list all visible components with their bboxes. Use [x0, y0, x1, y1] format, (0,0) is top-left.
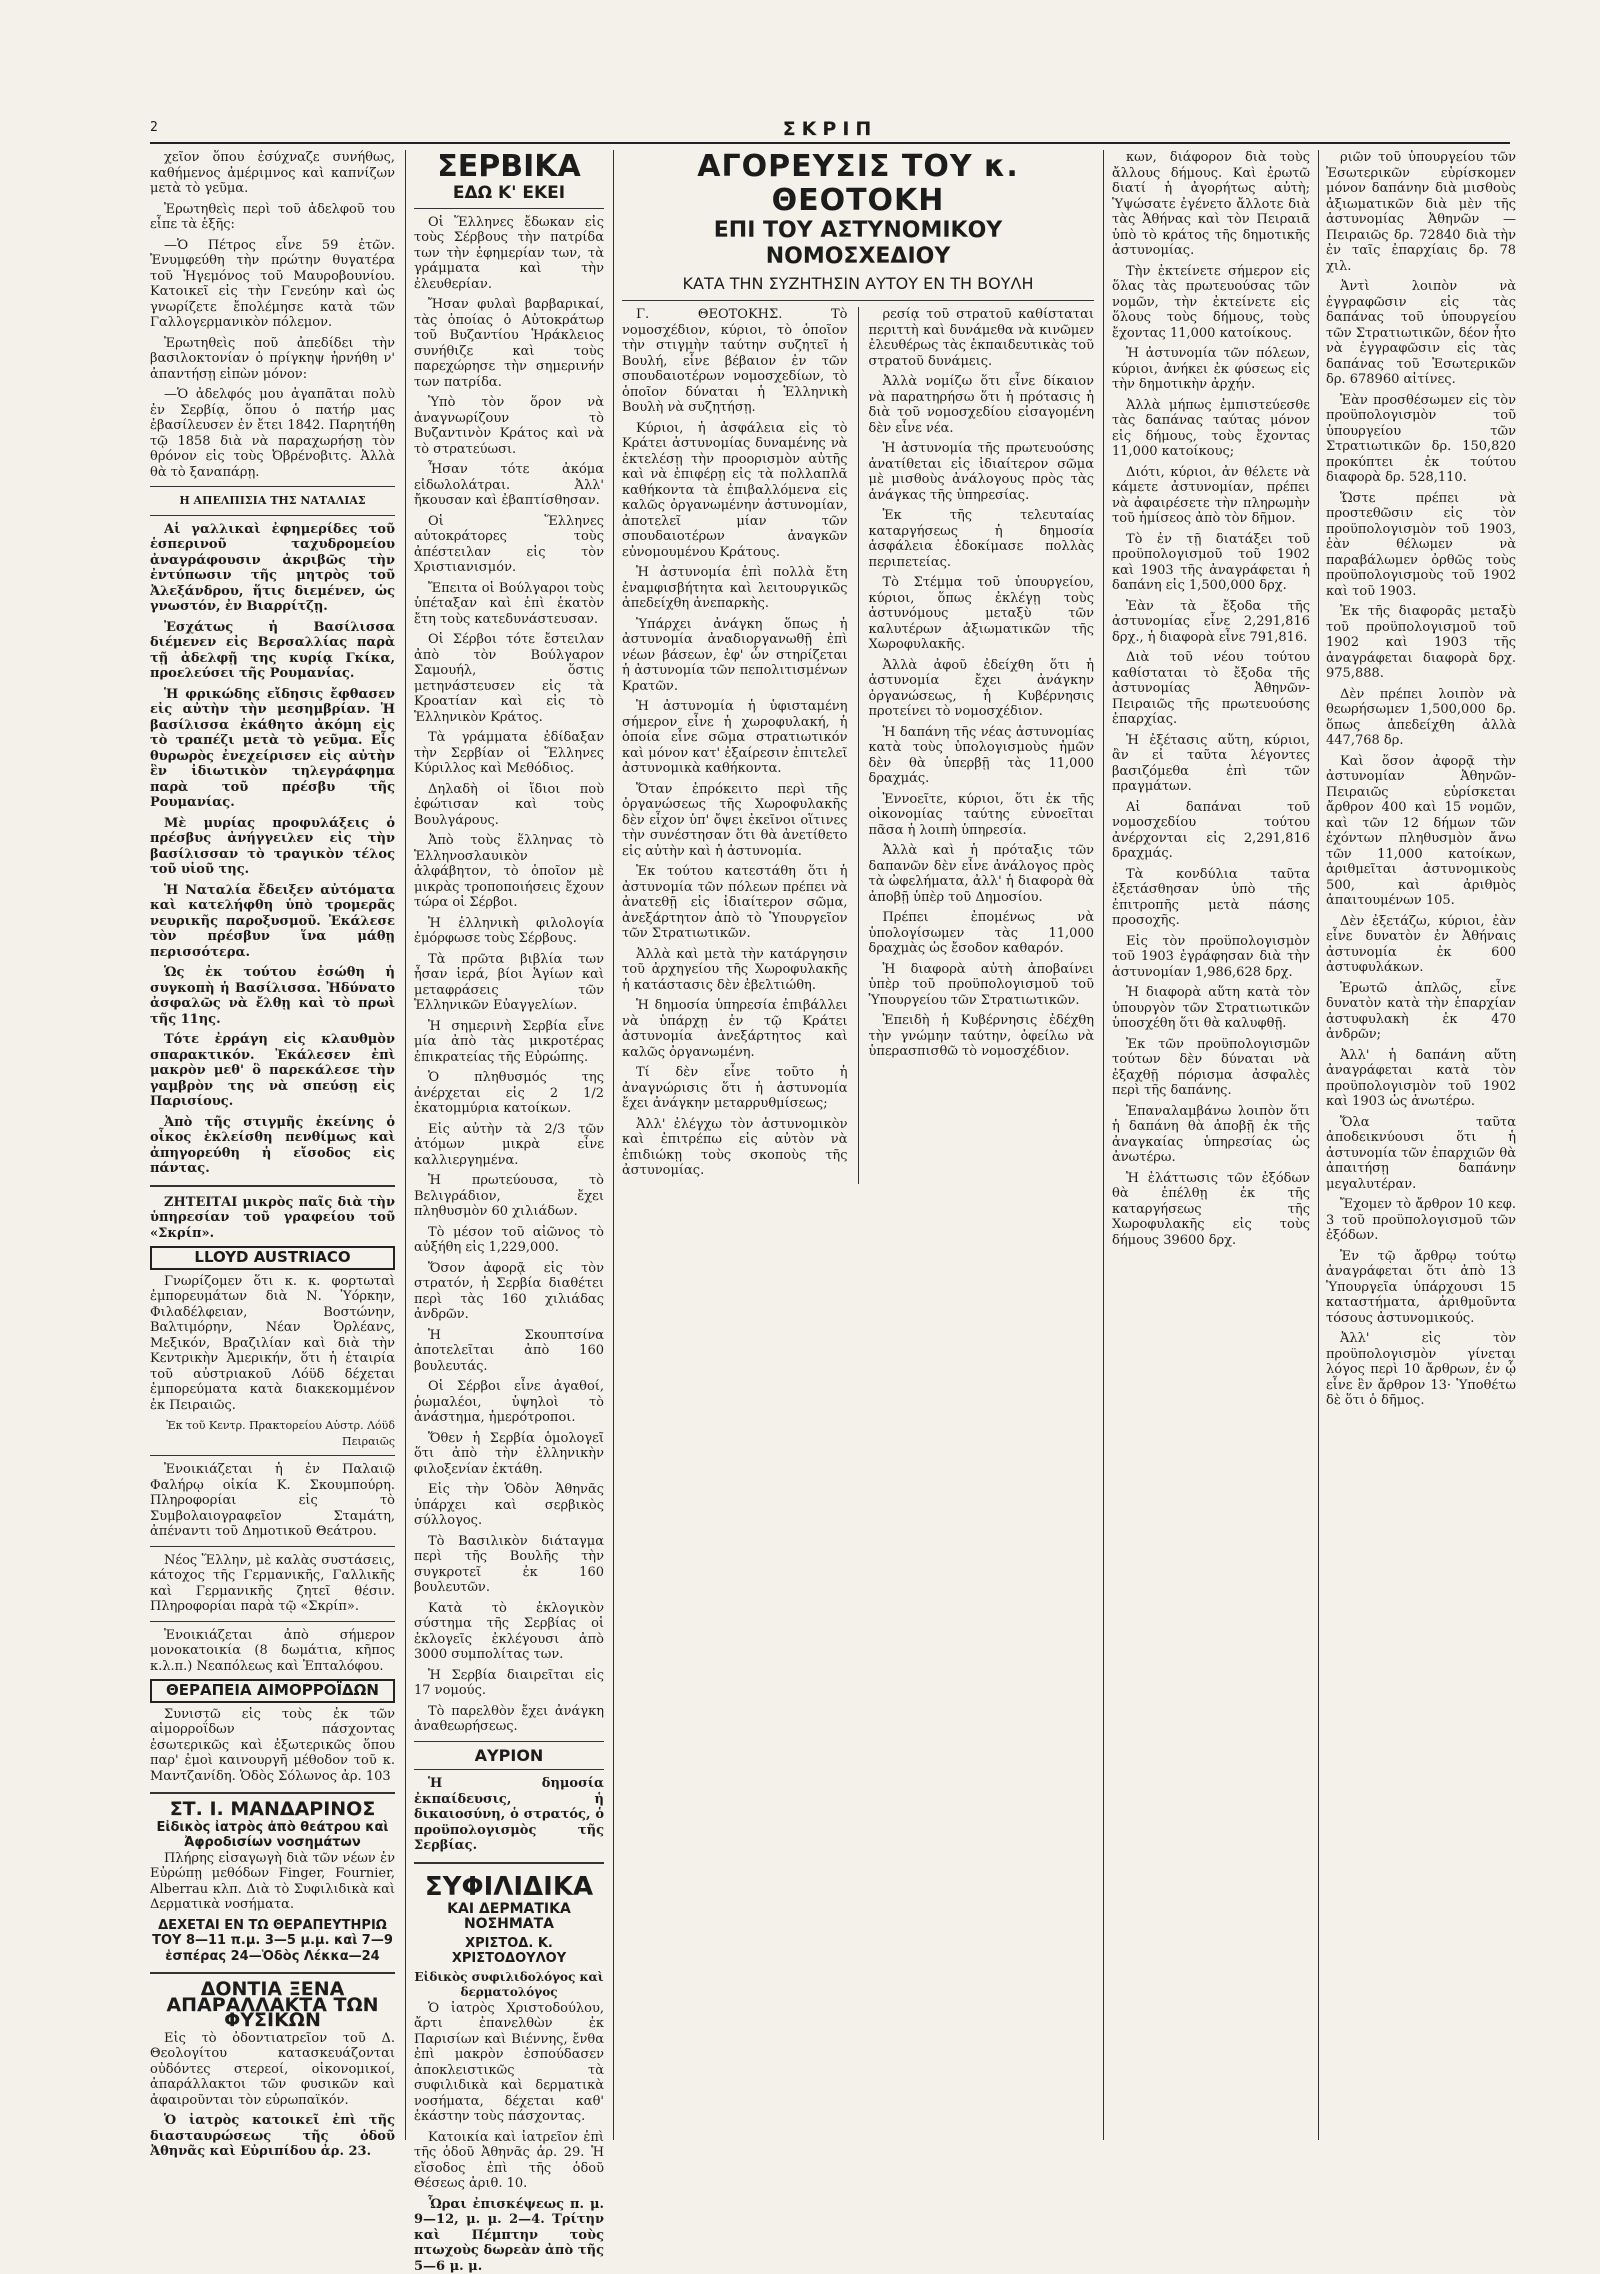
article-paragraph: Δὲν πρέπει λοιπὸν νὰ θεωρήσωμεν 1,500,000 δρ. ὅπως ἀπεδείχθη ἀλλὰ 447,768 δρ.: [1326, 687, 1516, 749]
divider: [622, 300, 1094, 301]
article-paragraph: Ἐπαναλαμβάνω λοιπὸν ὅτι ἡ δαπάνη θὰ ἀποβῇ ἐκ τῆς ἀναγκαίας ὑπηρεσίας ὡς ἀνωτέρω.: [1112, 1104, 1310, 1166]
divider: [150, 1185, 395, 1187]
article-paragraph: Ἀλλ' εἰς τὸν προϋπολογισμὸν γίνεται λόγος περὶ 10 ἄρθρων, ἐν ᾧ εἶνε ἓν ἄρθρον 13· Ὑποθέτω δὲ ὅτι ὁ δῆμος.: [1326, 1331, 1516, 1409]
article-paragraph: Ἐὰν τὰ ἔξοδα τῆς ἀστυνομίας εἶνε 2,291,816 δρχ., ἡ διαφορὰ εἶνε 791,816.: [1112, 599, 1310, 646]
article-paragraph: Τί δὲν εἶνε τοῦτο ἡ ἀναγνώρισις ὅτι ἡ ἀστυνομία ἔχει ἀνάγκην μεταρρυθμίσεως;: [622, 1065, 848, 1112]
article-paragraph: Ὥστε πρέπει νὰ προστεθῶσιν εἰς τὸν προϋπολογισμὸν τοῦ 1903, ἐὰν θέλωμεν νὰ παραβάλωμεν ὀρθῶς τοὺς προϋπολογισμοὺς τοῦ 1902 καὶ τοῦ 1903.: [1326, 491, 1516, 600]
article-paragraph: Ἔπειτα οἱ Βούλγαροι τοὺς ὑπέταξαν καὶ ἐπὶ ἑκατὸν ἔτη τοὺς κατεδυνάστευσαν.: [414, 581, 604, 628]
article-paragraph: Καὶ ὅσον ἀφορᾷ τὴν ἀστυνομίαν Ἀθηνῶν-Πειραιῶς εὑρίσκεται ἄρθρον 400 καὶ 15 νομῶν, καὶ τῶν 12 δήμων τῶν ἐχόντων πληθυσμὸν ἄνω τῶν 11,000 κατοίκων, ἀριθμεῖται ἀστυνομικοὺς 500, καὶ ἀριθμὸς ἀπαιτουμένων 105.: [1326, 754, 1516, 909]
classified-ad: Ἐνοικιάζεται ἡ ἐν Παλαιῷ Φαλήρῳ οἰκία Κ. Σκουμπούρη. Πληροφορίαι εἰς τὸ Συμβολαιογραφεῖον Σταμάτη, ἀπέναντι τοῦ Δημοτικοῦ Θεάτρου.: [150, 1462, 395, 1540]
article-paragraph: Μὲ μυρίας προφυλάξεις ὁ πρέσβυς ἀνήγγειλεν εἰς τὴν βασίλισσαν τὸ τραγικὸν τέλος τοῦ υἱοῦ της.: [150, 816, 395, 878]
article-paragraph: Ἐκ τῆς διαφορᾶς μεταξὺ τοῦ προϋπολογισμοῦ τοῦ 1902 καὶ 1903 τῆς ἀναγράφεται διαφορὰ δρχ. 975,888.: [1326, 604, 1516, 682]
ad-text: Ὁ ἰατρὸς Χριστοδούλου, ἄρτι ἐπανελθὼν ἐκ Παρισίων καὶ Βιέννης, ἔνθα ἐπὶ μακρὸν ἐσπούδασεν ἀποκλειστικῶς τὰ συφιλιδικὰ καὶ δερματικὰ νοσήματα, δέχεται καθ' ἑκάστην τοὺς πάσχοντας.: [414, 2001, 604, 2125]
masthead: [150, 118, 1510, 144]
article-paragraph: Ἡ σημερινὴ Σερβία εἶνε μία ἀπὸ τὰς μικροτέρας ἐπικρατείας τῆς Εὐρώπης.: [414, 1019, 604, 1066]
article-paragraph: Οἱ Ἕλληνες αὐτοκράτορες τοὺς ἀπέστειλαν εἰς τὸν Χριστιανισμόν.: [414, 514, 604, 576]
newspaper-name: ΣΚΡΙΠ: [150, 118, 1510, 140]
ad-hours: Ὧραι ἐπισκέψεως π. μ. 9—12, μ. μ. 2—4. Τρίτην καὶ Πέμπτην τοὺς πτωχοὺς δωρεὰν ἀπὸ τῆς 5—6 μ. μ.: [414, 2197, 604, 2274]
article-paragraph: Οἱ Ἕλληνες ἔδωκαν εἰς τοὺς Σέρβους τὴν πατρίδα των τὴν ἐφημερίαν των, τὰ γράμματα καὶ τὴν ἐλευθερίαν.: [414, 215, 604, 293]
column-rule: [1318, 150, 1319, 2140]
column-rule: [613, 150, 614, 2140]
ad-signature: Ἐκ τοῦ Κεντρ. Πρακτορείου Αὐστρ. Λόϋδ Πειραιῶς: [150, 1418, 395, 1449]
column-3: [622, 150, 1094, 2140]
article-paragraph: Ἀλλὰ νομίζω ὅτι εἶνε δίκαιον νὰ παρατηρήσω ὅτι ἡ πρότασις ἡ διὰ τοῦ νομοσχεδίου εἰσαγομένη δὲν εἶνε νέα.: [869, 374, 1095, 436]
ad-address: Κατοικία καὶ ἰατρεῖον ἐπὶ τῆς ὁδοῦ Ἀθηνᾶς ἀρ. 29. Ἡ εἴσοδος ἐπὶ τῆς ὁδοῦ Θέσεως ἀριθ. 10.: [414, 2130, 604, 2192]
article-paragraph: Ἡ ἐξέτασις αὕτη, κύριοι, ἂν εἰ ταῦτα λέγοντες βασιζόμεθα ἐπὶ τῶν πραγμάτων.: [1112, 733, 1310, 795]
article-paragraph: Ἡ ἑλληνικὴ φιλολογία ἐμόρφωσε τοὺς Σέρβους.: [414, 916, 604, 947]
ad-subheading: ΚΑΙ ΔΕΡΜΑΤΙΚΑ ΝΟΣΗΜΑΤΑ: [414, 1902, 604, 1933]
article-paragraph: Τὰ γράμματα ἐδίδαξαν τὴν Σερβίαν οἱ Ἕλληνες Κύριλλος καὶ Μεθόδιος.: [414, 730, 604, 777]
ad-text: Συνιστῶ εἰς τοὺς ἐκ τῶν αἱμορροΐδων πάσχοντας ἐσωτερικῶς καὶ ἐξωτερικῶς ὅπου παρ' ἐμοὶ καινουργῆ μέθοδον τοῦ κ. Μαντζανίδη. Ὁδὸς Σόλωνος ἀρ. 103: [150, 1707, 395, 1785]
article-paragraph: Ἡ διαφορὰ αὕτη κατὰ τὸν ὑπουργὸν τῶν Στρατιωτικῶν ὑποσχέθη ὅτι θὰ καλυφθῇ.: [1112, 985, 1310, 1032]
article-paragraph: Ἡ δημοσία ὑπηρεσία ἐπιβάλλει νὰ ὑπάρχῃ ἐν τῷ Κράτει ἀστυνομία ἀνεξάρτητος καὶ καλῶς ὀργανωμένη.: [622, 998, 848, 1060]
column-2: [414, 150, 604, 2140]
section-subtitle: ΕΔΩ Κ' ΕΚΕΙ: [414, 186, 604, 202]
article-paragraph: Ἐννοεῖτε, κύριοι, ὅτι ἐκ τῆς οἰκονομίας ταύτης εὐνοεῖται πᾶσα ἡ λοιπὴ ὑπηρεσία.: [869, 792, 1095, 839]
article-paragraph: χεῖον ὅπου ἐσύχναζε συνήθως, καθήμενος ἀμέριμνος καὶ καπνίζων μετὰ τὸ γεῦμα.: [150, 150, 395, 197]
article-paragraph: Ἐπειδὴ ἡ Κυβέρνησις ἐδέχθη τὴν γνώμην ταύτην, ὀφείλω νὰ ὑπερασπισθῶ τὸ νομοσχέδιον.: [869, 1013, 1095, 1060]
headline-secondary: ΕΠΙ ΤΟΥ ΑΣΤΥΝΟΜΙΚΟΥ ΝΟΜΟΣΧΕΔΙΟΥ: [622, 218, 1094, 270]
divider: [150, 1546, 395, 1547]
ad-text: Πλήρης εἰσαγωγὴ διὰ τῶν νέων ἐν Εὐρώπῃ μεθόδων Finger, Fournier, Alberrau κλπ. Διὰ τὸ Συφιλιδικὰ καὶ Δερματικὰ νοσήματα.: [150, 1851, 395, 1913]
article-paragraph: κων, διάφορον διὰ τοὺς ἄλλους δήμους. Καὶ ἐρωτῶ διατί ἡ ἀγορήτως αὐτὴ; Ὑψώσατε ἐγένετο ἄλλοτε διὰ τὰς Ἀθήνας καὶ τὸν Πειραιᾶ ὑπὸ τὸ κράτος τῆς δημοτικῆς ἀστυνομίας.: [1112, 150, 1310, 259]
article-paragraph: Ἡ Σερβία διαιρεῖται εἰς 17 νομούς.: [414, 1668, 604, 1699]
article-paragraph: Ἐν τῷ ἄρθρῳ τούτῳ ἀναγράφεται ὅτι ἀπὸ 13 Ὑπουργεῖα ὑπάρχουσι 15 καταστήματα, ἀριθμοῦντα τόσους ἀστυνομικούς.: [1326, 1249, 1516, 1327]
column-rule: [1103, 150, 1104, 2140]
article-paragraph: Δὲν ἐξετάζω, κύριοι, ἐὰν εἶνε δυνατὸν ἐν Ἀθήναις ἀστυνομία ἐκ 600 ἀστυφυλάκων.: [1326, 914, 1516, 976]
section-title: ΣΕΡΒΙΚΑ: [414, 150, 604, 184]
article-paragraph: Ἐκ τῶν προϋπολογισμῶν τούτων δὲν δύναται νὰ ἐξαχθῇ πόρισμα ἀσφαλὲς περὶ τῆς δαπάνης.: [1112, 1037, 1310, 1099]
divider: [150, 486, 395, 487]
ad-hours: ΔΕΧΕΤΑΙ ΕΝ ΤΩ ΘΕΡΑΠΕΥΤΗΡΙΩ ΤΟΥ 8—11 π.μ. 3—5 μ.μ. καὶ 7—9 ἑσπέρας 24—Ὁδὸς Λέκκα—24: [150, 1918, 395, 1965]
page-number: 2: [150, 120, 158, 135]
section-heading: Η ΑΠΕΛΠΙΣΙΑ ΤΗΣ ΝΑΤΑΛΙΑΣ: [150, 493, 395, 509]
ad-text: Εἰς τὸ ὀδοντιατρεῖον τοῦ Δ. Θεολογίτου κατασκευάζονται οὐδόντες στερεοί, οἰκονομικοί, ἀπαράλλακτοι τῶν φυσικῶν καὶ ἀφαιροῦνται τὸν εὐρωπαϊκόν.: [150, 2031, 395, 2109]
article-paragraph: Τὴν ἐκτείνετε σήμερον εἰς ὅλας τὰς πρωτευούσας τῶν νομῶν, τὴν ἐκτείνετε εἰς ὅλους τοὺς δήμους, τοὺς ἔχοντας 11,000 κατοίκους.: [1112, 264, 1310, 342]
article-paragraph: Ὡς ἐκ τούτου ἐσώθη ἡ συγκοπὴ ἡ Βασίλισσα. Ἠδύνατο ἀσφαλῶς νὰ ἔλθῃ καὶ τὸ πρωὶ τῆς 11ης.: [150, 965, 395, 1027]
article-paragraph: Ἡ δημοσία ἐκπαίδευσις, ἡ δικαιοσύνη, ὁ στρατός, ὁ προϋπολογισμὸς τῆς Σερβίας.: [414, 1776, 604, 1854]
article-paragraph: Ἡ πρωτεύουσα, τὸ Βελιγράδιον, ἔχει πληθυσμὸν 60 χιλιάδων.: [414, 1173, 604, 1220]
divider: [150, 1972, 395, 1974]
article-paragraph: Ἐκ τῆς τελευταίας καταργήσεως ἡ δημοσία ἀσφάλεια ἐδοκίμασε πολλὰς περιπετείας.: [869, 508, 1095, 570]
article-paragraph: Αἱ δαπάναι τοῦ νομοσχεδίου τούτου ἀνέρχονται εἰς 2,291,816 δραχμάς.: [1112, 800, 1310, 862]
article-paragraph: Ἐρωτῶ ἀπλῶς, εἶνε δυνατὸν κατὰ τὴν ἐπαρχίαν ἀστυφυλακὴ ἐκ 470 ἀνδρῶν;: [1326, 981, 1516, 1043]
article-paragraph: Ὅθεν ἡ Σερβία ὁμολογεῖ ὅτι ἀπὸ τὴν ἐλληνικὴν φιλοξενίαν ἐκτάθη.: [414, 1431, 604, 1478]
article-paragraph: Κύριοι, ἡ ἀσφάλεια εἰς τὸ Κράτει ἀστυνομίας δυναμένης νὰ ἐκτελέσῃ τὴν προορισμὸν αὐτῆς καὶ νὰ ἐπιφέρῃ εἰς τὰ πολλαπλᾶ καθήκοντα τὰ ἐπιβαλλόμενα εἰς καλῶς ὀργανωμένην ἀστυνομίαν, ἀποτελεῖ μίαν τῶν σπουδαιοτέρων ἀναγκῶν εὐνομουμένου Κράτους.: [622, 421, 848, 561]
article-paragraph: Ἡ Ναταλία ἔδειξεν αὐτόματα καὶ κατελήφθη ὑπὸ τρομερᾶς νευρικῆς παροξυσμοῦ. Ἐκάλεσε τὸν πρέσβυν ἵνα μάθῃ περισσότερα.: [150, 883, 395, 961]
column-5: [1326, 150, 1516, 2140]
article-paragraph: Τὸ παρελθὸν ἔχει ἀνάγκη ἀναθεωρήσεως.: [414, 1704, 604, 1735]
article-paragraph: Τὰ πρῶτα βιβλία των ἦσαν ἱερά, βίοι Ἁγίων καὶ μεταφράσεις τῶν Ἑλληνικῶν Εὐαγγελίων.: [414, 952, 604, 1014]
article-paragraph: Τὸ ἐν τῇ διατάξει τοῦ προϋπολογισμοῦ τοῦ 1902 καὶ 1903 τῆς ἀναγράφεται ἡ δαπάνη εἰς 1,500,000 δρχ.: [1112, 532, 1310, 594]
ad-heading-mandarinos: ΣΤ. Ι. ΜΑΝΔΑΡΙΝΟΣ: [150, 1802, 395, 1818]
article-paragraph: Ἀντὶ λοιπὸν νὰ ἐγγραφῶσιν εἰς τὰς δαπάνας τοῦ ὑπουργείου τῶν Στρατιωτικῶν, δέον ἦτο νὰ ἐγγραφῶσιν εἰς τὰς δαπάνας τοῦ Ἐσωτερικῶν δρ. 678960 αἰτίνες.: [1326, 279, 1516, 388]
article-paragraph: Ἐρωτηθεὶς περὶ τοῦ ἀδελφοῦ του εἶπε τὰ ἑξῆς:: [150, 202, 395, 233]
article-paragraph: Δηλαδὴ οἱ ἴδιοι ποὺ ἐφώτισαν καὶ τοὺς Βουλγάρους.: [414, 782, 604, 829]
article-paragraph: Ἀλλὰ ἀφοῦ ἐδείχθη ὅτι ἡ ἀστυνομία ἔχει ἀνάγκην ὀργανώσεως, ἡ Κυβέρνησις προτείνει τὸ νομοσχέδιον.: [869, 658, 1095, 720]
classified-ad: Ἐνοικιάζεται ἀπὸ σήμερον μονοκατοικία (8 δωμάτια, κῆπος κ.λ.π.) Νεαπόλεως καὶ Ἐπταλόφου.: [150, 1628, 395, 1675]
article-paragraph: —Ὁ ἀδελφός μου ἀγαπᾶται πολὺ ἐν Σερβίᾳ, ὅπου ὁ πατήρ μας ἐβασίλευσεν ἐν ἔτει 1842. Παρητήθη τῷ 1858 διὰ νὰ παραχωρήσῃ τὸν θρόνον εἰς τοὺς Ὀβρένοβιτς. Ἀλλὰ θὰ τὸ ξαναπάρῃ.: [150, 387, 395, 480]
column-1: [150, 150, 395, 2140]
article-paragraph: Ὅταν ἐπρόκειτο περὶ τῆς ὀργανώσεως τῆς Χωροφυλακῆς δὲν εἶχον ὑπ' ὄψει ἐκεῖνοι οἵτινες τὴν συνέστησαν ὅτι θὰ ἀνετίθετο εἰς αὐτὴν καὶ ἡ ἀστυνομία.: [622, 782, 848, 860]
divider: [414, 208, 604, 209]
article-paragraph: Ἀλλὰ καὶ μετὰ τὴν κατάργησιν τοῦ ἀρχηγείου τῆς Χωροφυλακῆς ἡ κατάστασις δὲν ἐβελτιώθη.: [622, 947, 848, 994]
article-paragraph: Ἡ φρικώδης εἴδησις ἔφθασεν εἰς αὐτὴν τὴν μεσημβρίαν. Ἡ βασίλισσα ἐκάθητο ἀκόμη εἰς τὸ τραπέζι μετὰ τὸ γεῦμα. Εἷς θυρωρὸς ἐνεχείρισεν εἰς αὐτὴν ἓν ἰδιωτικὸν τηλεγράφημα παρὰ τοῦ πρέσβυ τῆς Ρουμανίας.: [150, 687, 395, 811]
article-paragraph: ρεσίᾳ τοῦ στρατοῦ καθίσταται περιττὴ καὶ δυνάμεθα νὰ κινῶμεν ἐλευθέρως τὰς ἐκπαιδευτικὰς τοῦ στρατοῦ δυνάμεις.: [869, 307, 1095, 369]
article-paragraph: Ἡ ἀστυνομία ἡ ὑφισταμένη σήμερον εἶνε ἡ χωροφυλακή, ἡ ὁποία εἶνε σῶμα στρατιωτικόν καὶ μόνον κατ' ἐξαίρεσιν ἐπιτελεῖ ἀστυνομικὰ καθήκοντα.: [622, 699, 848, 777]
article-paragraph: Διὰ τοῦ νέου τούτου καθίσταται τὸ ἔξοδα τῆς ἀστυνομίας Ἀθηνῶν-Πειραιῶς τῆς πρωτευούσης ἐπαρχίας.: [1112, 650, 1310, 728]
article-paragraph: Ἡ Σκουπτσίνα ἀποτελεῖται ἀπὸ 160 βουλευτάς.: [414, 1328, 604, 1375]
divider: [414, 1769, 604, 1770]
divider: [414, 1862, 604, 1864]
article-paragraph: Ἐσχάτως ἡ Βασίλισσα διέμενεν εἰς Βερσαλλίας παρὰ τῇ ἀδελφῇ της κυρίᾳ Γκίκα, προελεύσει τῆς Ρουμανίας.: [150, 620, 395, 682]
article-paragraph: —Ὁ Πέτρος εἶνε 59 ἐτῶν. Ἐνυμφεύθη τὴν πρώτην θυγατέρα τοῦ Ἡγεμόνος τοῦ Μαυροβουνίου. Κατοικεῖ εἰς τὴν Γενεύην καὶ ὡς γνωρίζετε ἔπολέμησε κατὰ τῶν Γαλλογερμανικὸν πόλεμον.: [150, 238, 395, 331]
section-heading: ΑΥΡΙΟΝ: [414, 1748, 604, 1764]
article-paragraph: Ὑπάρχει ἀνάγκη ὅπως ἡ ἀστυνομία ἀναδιοργανωθῇ ἐπὶ νέων βάσεων, ἐφ' ὧν στηρίζεται ἡ ἀστυνομία τῶν πεπολιτισμένων Κρατῶν.: [622, 617, 848, 695]
article-paragraph: Ἡ ἀστυνομία τῆς πρωτευούσης ἀνατίθεται εἰς ἰδιαίτερον σῶμα μὲ μισθοὺς ἀνάλογους πρὸς τὰς ἀνάγκας τῆς ὑπηρεσίας.: [869, 441, 1095, 503]
article-paragraph: Εἰς τὸν προϋπολογισμὸν τοῦ 1903 ἐγράφησαν διὰ τὴν ἀστυνομίαν 1,986,628 δρχ.: [1112, 934, 1310, 981]
ad-specialty: Εἰδικὸς συφιλιδολόγος καὶ δερματολόγος: [414, 1970, 604, 2001]
divider: [150, 1455, 395, 1456]
column-rule: [405, 150, 406, 2140]
article-paragraph: Ἐρωτηθεὶς ποῦ ἀπεδίδει τὴν βασιλοκτονίαν ὁ πρίγκηψ ἠρνήθη ν' ἀπαντήσῃ εἰπὼν μόνον:: [150, 336, 395, 383]
article-paragraph: Οἱ Σέρβοι εἶνε ἀγαθοί, ῥωμαλέοι, ὑψηλοὶ τὸ ἀνάστημα, ἡμερότροποι.: [414, 1379, 604, 1426]
article-paragraph: Εἰς τὴν Ὁδὸν Ἀθηνᾶς ὑπάρχει καὶ σερβικὸς σύλλογος.: [414, 1482, 604, 1529]
article-paragraph: Αἱ γαλλικαὶ ἐφημερίδες τοῦ ἑσπερινοῦ ταχυδρομείου ἀναγράφουσιν ἀκριβῶς τὴν ἐντύπωσιν τῆς μητρὸς τοῦ Ἀλεξάνδρου, ἥτις διεμένεν, ὡς γνωστόν, ἐν Βιαρρίτζῃ.: [150, 522, 395, 615]
headline-main: ΑΓΟΡΕΥΣΙΣ ΤΟΥ κ. ΘΕΟΤΟΚΗ: [622, 150, 1094, 218]
subcolumn-rule: [858, 307, 859, 1184]
article-paragraph: Ἀλλὰ καὶ ἡ πρόταξις τῶν δαπανῶν δὲν εἶνε ἀνάλογος πρὸς τὰ ὠφελήματα, ἀλλ' ἡ διαφορὰ θὰ ἀποβῇ ὑπὲρ τοῦ Δημοσίου.: [869, 843, 1095, 905]
article-paragraph: Πρέπει ἐπομένως νὰ ὑπολογίσωμεν τὰς 11,000 δραχμὰς ὡς ἔσοδον καθαρόν.: [869, 910, 1095, 957]
article-paragraph: Ἀλλ' ἡ δαπάνη αὕτη ἀναγράφεται κατὰ τὸν προϋπολογισμὸν τοῦ 1902 καὶ 1903 ὡς ἀνωτέρω.: [1326, 1048, 1516, 1110]
article-paragraph: Κατὰ τὸ ἐκλογικὸν σύστημα τῆς Σερβίας οἱ ἐκλογεῖς ἐκλέγουσι ἀπὸ 3000 συμπολίτας των.: [414, 1601, 604, 1663]
article-paragraph: Ὅλα ταῦτα ἀποδεικνύουσι ὅτι ἡ ἀστυνομία τῶν ἐπαρχιῶν θὰ ἀπαιτήσῃ δαπάνην μεγαλυτέραν.: [1326, 1115, 1516, 1193]
subcolumn-right: [869, 307, 1095, 1184]
ad-heading-dontia: ΔΟΝΤΙΑ ΞΕΝΑ ΑΠΑΡΑΛΛΑΚΤΑ ΤΩΝ ΦΥΣΙΚΩΝ: [150, 1982, 395, 2029]
article-paragraph: Διότι, κύριοι, ἀν θέλετε νὰ κάμετε ἀστυνομίαν, πρέπει νὰ ἀφαιρέσετε τὴν πληρωμὴν τοῦ ἡμίσεος ἀπὸ τὸν δῆμον.: [1112, 465, 1310, 527]
article-paragraph: Ἡ διαφορὰ αὐτὴ ἀποβαίνει ὑπὲρ τοῦ προϋπολογισμοῦ τοῦ Ὑπουργείου τῶν Στρατιωτικῶν.: [869, 962, 1095, 1009]
article-paragraph: Ἐκ τούτου κατεστάθη ὅτι ἡ ἀστυνομία τῶν πόλεων πρέπει νὰ ἀνατεθῇ εἰς ἰδιαίτερον σῶμα, ἀνεξάρτητον ἀπὸ τὸ Ὑπουργεῖον τῶν Στρατιωτικῶν.: [622, 864, 848, 942]
classified-ad: Νέος Ἕλλην, μὲ καλὰς συστάσεις, κάτοχος τῆς Γερμανικῆς, Γαλλικῆς καὶ Γερμανικῆς ζητεῖ θέσιν. Πληροφορίαι παρὰ τῷ «Σκρίπ».: [150, 1553, 395, 1615]
article-paragraph: Ὅσον ἀφορᾷ εἰς τὸν στρατόν, ἡ Σερβία διαθέτει περὶ τὰς 160 χιλιάδας ἀνδρῶν.: [414, 1261, 604, 1323]
headline-tertiary: ΚΑΤΑ ΤΗΝ ΣΥΖΗΤΗΣΙΝ ΑΥΤΟΥ ΕΝ ΤΗ ΒΟΥΛΗ: [622, 274, 1094, 294]
article-paragraph: Ἔχομεν τὸ ἄρθρον 10 κεφ. 3 τοῦ προϋπολογισμοῦ τῶν ἐξόδων.: [1326, 1197, 1516, 1244]
article-paragraph: Ἡ ἀστυνομία τῶν πόλεων, κύριοι, ἀνήκει ἐκ φύσεως εἰς τὴν δημοτικὴν ἀρχήν.: [1112, 346, 1310, 393]
article-paragraph: Ὑπὸ τὸν ὅρον νὰ ἀναγνωρίζουν τὸ Βυζαντινὸν Κράτος καὶ νὰ τὸ στρατεύωσι.: [414, 395, 604, 457]
article-paragraph: Ἡ ἐλάττωσις τῶν ἐξόδων θὰ ἐπέλθῃ ἐκ τῆς καταργήσεως τῆς Χωροφυλακῆς εἰς τοὺς δήμους 39600 δρχ.: [1112, 1171, 1310, 1249]
article-paragraph: Ἀλλὰ μήπως ἐμπιστεύεσθε τὰς δαπάνας ταύτας μόνον εἰς δήμους, τοὺς ἔχοντας 11,000 κατοίκους;: [1112, 398, 1310, 460]
article-paragraph: Εἰς αὐτὴν τὰ 2/3 τῶν ἀτόμων μικρὰ εἶνε καλλιεργημένα.: [414, 1122, 604, 1169]
article-paragraph: Τὸ μέσον τοῦ αἰῶνος τὸ αὐξήθη εἰς 1,229,000.: [414, 1225, 604, 1256]
article-paragraph: Τότε ἐρράγη εἰς κλαυθμὸν σπαρακτικόν. Ἐκάλεσεν ἐπὶ μακρὸν μεθ' ὃ παρεκάλεσε τὴν γαμβρὸν της νὰ σπεύσῃ εἰς Παρισίους.: [150, 1032, 395, 1110]
divider: [150, 1792, 395, 1794]
subcolumns: [622, 307, 1094, 1184]
ad-address: Ὁ ἰατρὸς κατοικεῖ ἐπὶ τῆς διασταυρώσεως τῆς ὁδοῦ Ἀθηνᾶς καὶ Εὐριπίδου ἀρ. 23.: [150, 2113, 395, 2160]
article-paragraph: Τὸ Στέμμα τοῦ ὑπουργείου, κύριοι, ὅπως ἐκλέγῃ τοὺς ἀστυνόμους μεταξὺ τῶν καλυτέρων ἀξιωματικῶν τῆς Χωροφυλακῆς.: [869, 575, 1095, 653]
divider: [414, 1741, 604, 1742]
classified-ad: ΖΗΤΕΙΤΑΙ μικρὸς παῖς διὰ τὴν ὑπηρεσίαν τοῦ γραφείου τοῦ «Σκρίπ».: [150, 1195, 395, 1242]
article-paragraph: Ἀπὸ τοὺς ἕλληνας τὸ Ἑλληνοσλαυικὸν ἀλφάβητον, τὸ ὁποῖον μὲ μικρὰς τροποποιήσεις ἔχουν τώρα οἱ Σέρβοι.: [414, 833, 604, 911]
article-paragraph: Τὰ κονδύλια ταῦτα ἐξετάσθησαν ὑπὸ τῆς ἐπιτροπῆς μετὰ πάσης προσοχῆς.: [1112, 867, 1310, 929]
article-paragraph: Ἀλλ' ἐλέγχω τὸν ἀστυνομικὸν καὶ ἐπιτρέπω εἰς αὐτὸν νὰ ἐπιδιώκῃ τοὺς σκοποὺς τῆς ἀστυνομίας.: [622, 1117, 848, 1179]
article-paragraph: Ἀπὸ τῆς στιγμῆς ἐκείνης ὁ οἶκος ἐκλείσθη πενθίμως καὶ ἀπηγορεύθη ἡ εἴσοδος εἰς πάντας.: [150, 1115, 395, 1177]
article-paragraph: Τὸ Βασιλικὸν διάταγμα περὶ τῆς Βουλῆς τὴν συγκροτεῖ ἐκ 160 βουλευτῶν.: [414, 1534, 604, 1596]
article-paragraph: Ἡ ἀστυνομία ἐπὶ πολλὰ ἔτη ἐναμφισβήτητα καὶ λειτουργικῶς ἀπεδείχθη ἀνεπαρκὴς.: [622, 565, 848, 612]
divider: [150, 1621, 395, 1622]
ad-heading-lloyd: LLOYD AUSTRIACO: [150, 1246, 395, 1270]
article-paragraph: Ἐὰν προσθέσωμεν εἰς τὸν προϋπολογισμὸν τοῦ ὑπουργείου τῶν Στρατιωτικῶν δρ. 150,820 προκύπτει ἐκ τούτου διαφορὰ δρ. 528,110.: [1326, 393, 1516, 486]
article-paragraph: Ὁ πληθυσμός της ἀνέρχεται εἰς 2 1/2 ἑκατομμύρια κατοίκων.: [414, 1070, 604, 1117]
article-paragraph: Γ. ΘΕΟΤΟΚΗΣ. Τὸ νομοσχέδιον, κύριοι, τὸ ὁποῖον τὴν στιγμὴν ταύτην συζητεῖ ἡ Βουλή, εἶνε βέβαιον ἐν τῶν σπουδαιοτέρων νομοσχεδίων, τὸ ὁποῖον δύναται ἡ Ἑλληνικὴ Βουλὴ νὰ συζητήσῃ.: [622, 307, 848, 416]
article-paragraph: ριῶν τοῦ ὑπουργείου τῶν Ἐσωτερικῶν εὑρίσκομεν μόνον δαπάνην διὰ μισθοὺς ἀξιωματικῶν διὰ μὲν τῆς ἀστυνομίας Ἀθηνῶν — Πειραιῶς δρ. 72840 διὰ τὴν ἐν ταῖς ἐπαρχίαις δρ. 78 χιλ.: [1326, 150, 1516, 274]
ad-subheading: Εἰδικὸς ἰατρὸς ἀπὸ θεάτρου καὶ Ἀφροδισίων νοσημάτων: [150, 1820, 395, 1851]
ad-doctor-name: ΧΡΙΣΤΟΔ. Κ. ΧΡΙΣΤΟΔΟΥΛΟΥ: [414, 1936, 604, 1967]
column-4: [1112, 150, 1310, 2140]
article-paragraph: Ἡ δαπάνη τῆς νέας ἀστυνομίας κατὰ τοὺς ὑπολογισμοὺς ἡμῶν δὲν θὰ ὑπερβῇ τὰς 11,000 δραχμάς.: [869, 725, 1095, 787]
divider: [150, 515, 395, 516]
ad-heading-therapia: ΘΕΡΑΠΕΙΑ ΑΙΜΟΡΡΟΪΔΩΝ: [150, 1679, 395, 1703]
article-paragraph: Οἱ Σέρβοι τότε ἔστειλαν ἀπὸ τὸν Βούλγαρον Σαμουήλ, ὅστις μετηνάστευσεν εἰς τὰ Κροατίαν καὶ εἰς τὸ Ἑλληνικὸν Κράτος.: [414, 632, 604, 725]
subcolumn-left: [622, 307, 848, 1184]
ad-text: Γνωρίζομεν ὅτι κ. κ. φορτωταὶ ἐμπορευμάτων διὰ Ν. Ὑόρκην, Φιλαδέλφειαν, Βοστώνην, Βαλτιμόρην, Νέαν Ὀρλέανς, Μεξικόν, Βραζιλίαν καὶ διὰ τὴν Κεντρικὴν Ἀμερικήν, ὅτι ἡ ἑταιρία τοῦ αὐστριακοῦ Λόϋδ δέχεται ἐμπορεύματα κατὰ διακεκομμένον ἐκ Πειραιῶς.: [150, 1274, 395, 1414]
article-paragraph: Ἤσαν φυλαὶ βαρβαρικαί, τὰς ὁποίας ὁ Αὐτοκράτωρ τοῦ Βυζαντίου Ἡράκλειος συνήθιζε καὶ τοὺς παρεχώρησε τὴν σημερινήν των πατρίδα.: [414, 297, 604, 390]
article-paragraph: Ἦσαν τότε ἀκόμα εἰδωλολάτραι. Ἀλλ' ἤκουσαν καὶ ἐβαπτίσθησαν.: [414, 462, 604, 509]
ad-heading-syfilidika: ΣΥΦΙΛΙΔΙΚΑ: [414, 1872, 604, 1902]
